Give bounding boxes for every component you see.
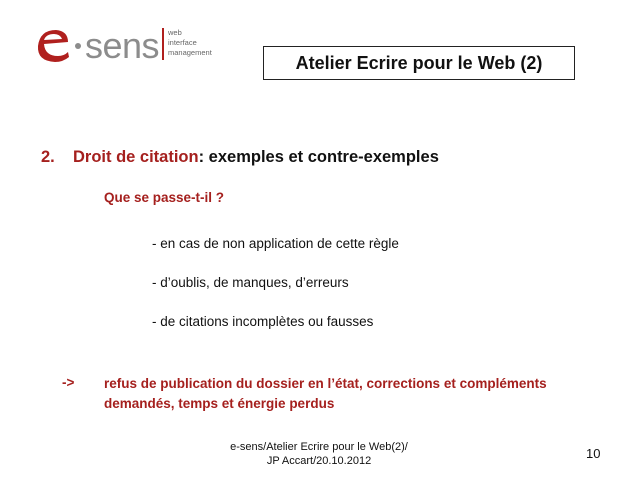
footer-line-1: e-sens/Atelier Ecrire pour le Web(2)/ — [230, 441, 408, 453]
section-number: 2. — [41, 148, 55, 166]
section-heading — [41, 148, 439, 167]
esens-logo-mark — [34, 22, 239, 66]
logo-dot — [75, 43, 81, 49]
section-keyword: Droit de citation — [73, 148, 199, 166]
conclusion-text — [104, 374, 584, 414]
slide-title: Atelier Ecrire pour le Web (2) — [295, 52, 543, 73]
page-number: 10 — [586, 446, 601, 461]
conclusion-line-2: demandés, temps et énergie perdus — [104, 396, 335, 411]
question-text: Que se passe-t-il ? — [104, 190, 225, 205]
esens-logo — [34, 22, 239, 66]
section-heading-rest: : exemples et contre-exemples — [198, 148, 439, 166]
logo-divider — [162, 28, 164, 60]
logo-brand-text: sens — [85, 25, 160, 66]
logo-e-glyph — [38, 30, 69, 62]
footer-line-2: JP Accart/20.10.2012 — [266, 455, 372, 467]
conclusion-line-1: refus de publication du dossier en l’état, corrections et compléments — [104, 376, 547, 391]
logo-tagline-1: web — [168, 28, 182, 37]
bullet-item-2: - d’oublis, de manques, d’erreurs — [152, 275, 349, 290]
logo-tagline-3: management — [168, 48, 212, 57]
slide-title-box — [263, 46, 575, 80]
footer — [0, 440, 638, 468]
bullet-item-3: - de citations incomplètes ou fausses — [152, 314, 374, 329]
bullet-item-1: - en cas de non application de cette règle — [152, 236, 399, 251]
logo-tagline-2: interface — [168, 38, 197, 47]
conclusion-arrow: -> — [62, 375, 75, 390]
